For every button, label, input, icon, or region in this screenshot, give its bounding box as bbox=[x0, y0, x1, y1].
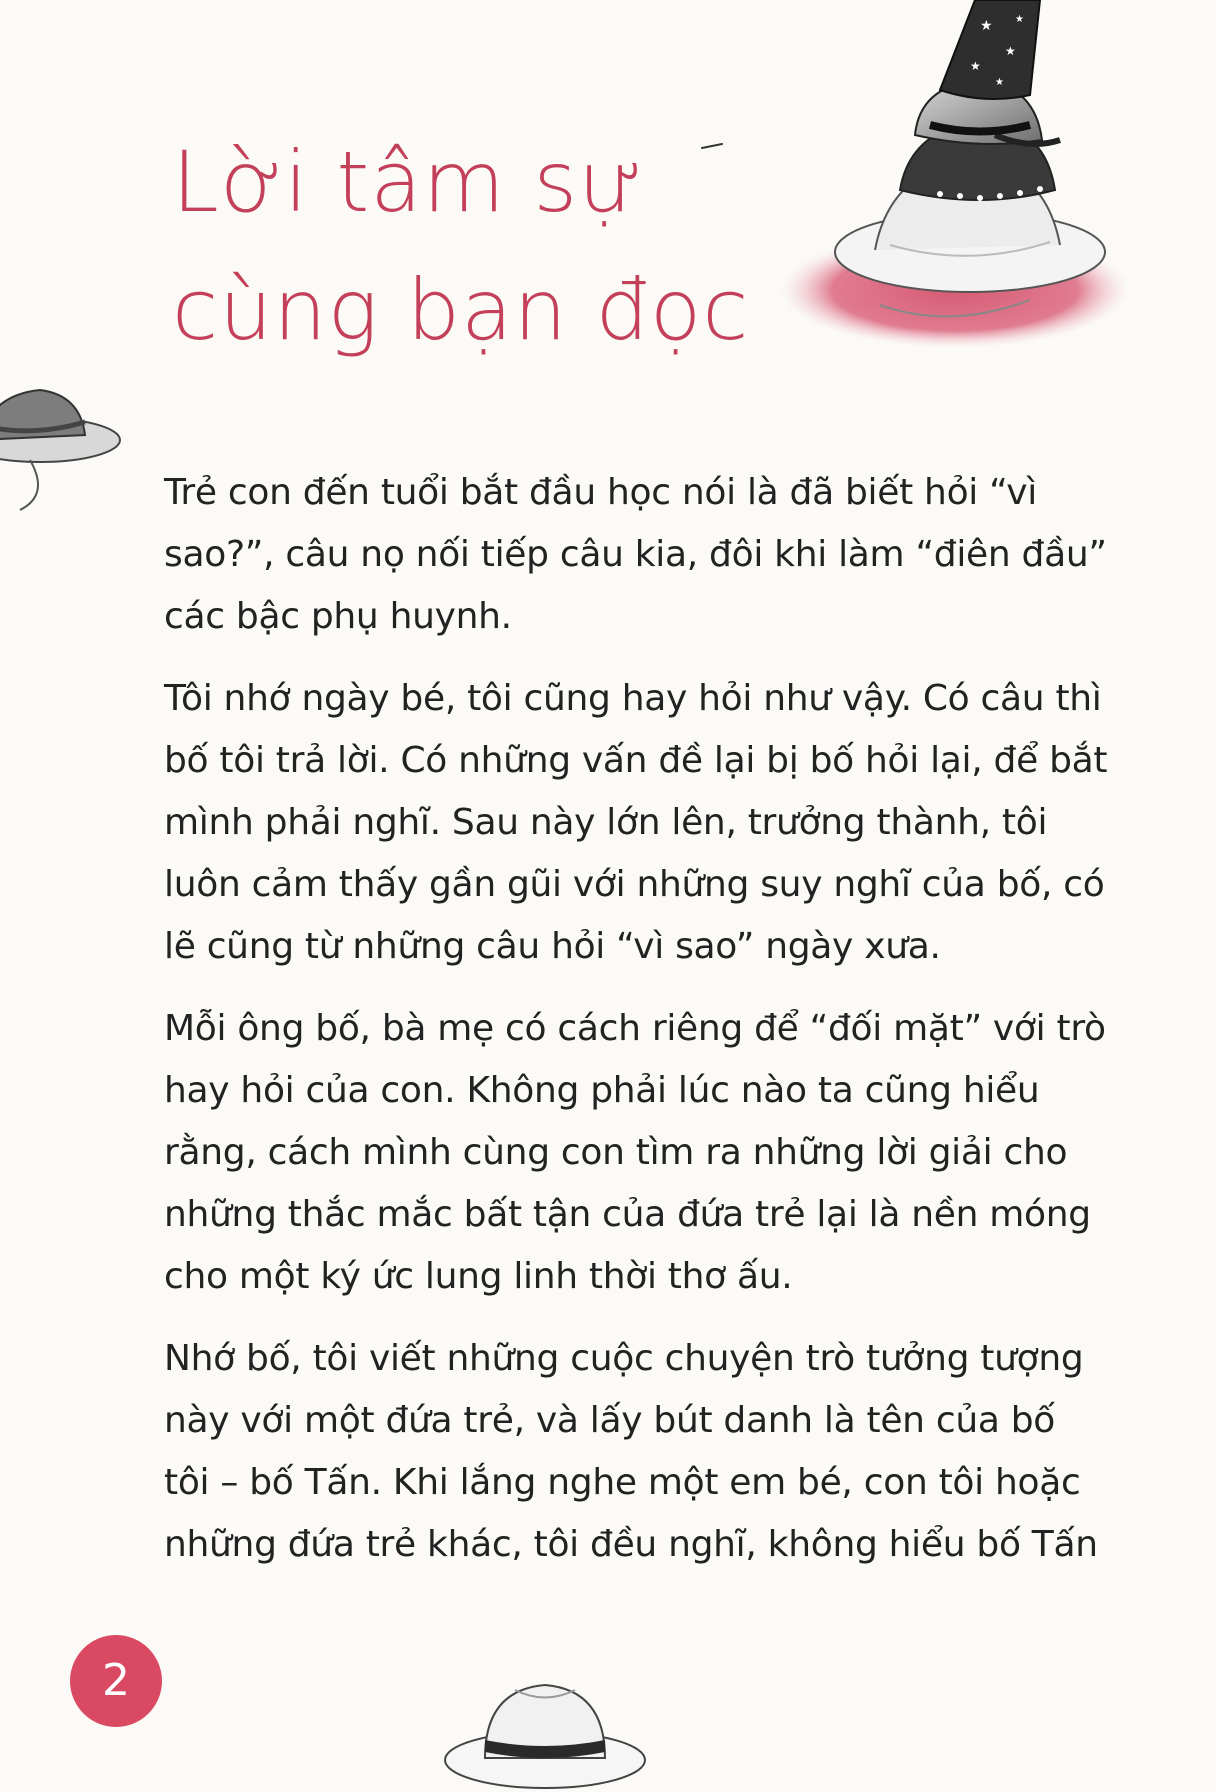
dash-mark-icon bbox=[700, 142, 724, 150]
text-line: Tôi nhớ ngày bé, tôi cũng hay hỏi như vậy. Có câu thì bbox=[164, 678, 1102, 719]
svg-text:★: ★ bbox=[970, 59, 981, 73]
text-line: luôn cảm thấy gần gũi với những suy nghĩ của bố, có bbox=[164, 864, 1105, 905]
paragraph-1 bbox=[164, 462, 1107, 648]
text-line: sao?”, câu nọ nối tiếp câu kia, đôi khi làm “điên đầu” bbox=[164, 534, 1107, 575]
bucket-hat-icon bbox=[0, 370, 130, 520]
text-line: lẽ cũng từ những câu hỏi “vì sao” ngày xưa. bbox=[164, 926, 941, 967]
paragraph-2 bbox=[164, 668, 1108, 978]
page-number-badge: 2 bbox=[70, 1635, 162, 1727]
paragraph-3 bbox=[164, 998, 1104, 1308]
text-line: rằng, cách mình cùng con tìm ra những lời giải cho bbox=[164, 1132, 1068, 1173]
fedora-hat-icon bbox=[440, 1660, 650, 1792]
text-line: bố tôi trả lời. Có những vấn đề lại bị bố hỏi lại, để bắt bbox=[164, 740, 1108, 781]
text-line: Trẻ con đến tuổi bắt đầu học nói là đã biết hỏi “vì bbox=[164, 472, 1037, 513]
svg-text:★: ★ bbox=[1015, 14, 1024, 25]
page-title bbox=[172, 118, 749, 374]
title-line-2: cùng bạn đọc bbox=[172, 261, 750, 359]
text-line: những thắc mắc bất tận của đứa trẻ lại là nền móng bbox=[164, 1194, 1091, 1235]
paragraph-4 bbox=[164, 1328, 1104, 1576]
text-line: tôi – bố Tấn. Khi lắng nghe một em bé, con tôi hoặc bbox=[164, 1462, 1081, 1503]
text-line: Nhớ bố, tôi viết những cuộc chuyện trò tưởng tượng bbox=[164, 1338, 1084, 1379]
text-line: những đứa trẻ khác, tôi đều nghĩ, không hiểu bố Tấn bbox=[164, 1524, 1098, 1565]
svg-text:★: ★ bbox=[995, 77, 1004, 88]
svg-text:★: ★ bbox=[980, 18, 993, 34]
stacked-hats-icon bbox=[780, 0, 1140, 350]
body-text bbox=[164, 462, 1108, 1596]
text-line: Mỗi ông bố, bà mẹ có cách riêng để “đối mặt” với trò bbox=[164, 1008, 1106, 1049]
text-line: hay hỏi của con. Không phải lúc nào ta cũng hiểu bbox=[164, 1070, 1040, 1111]
text-line: này với một đứa trẻ, và lấy bút danh là tên của bố bbox=[164, 1400, 1056, 1441]
text-line: các bậc phụ huynh. bbox=[164, 596, 512, 637]
svg-text:★: ★ bbox=[1005, 44, 1016, 58]
title-line-1: Lời tâm sự bbox=[172, 133, 645, 231]
text-line: cho một ký ức lung linh thời thơ ấu. bbox=[164, 1256, 793, 1297]
text-line: mình phải nghĩ. Sau này lớn lên, trưởng thành, tôi bbox=[164, 802, 1048, 843]
